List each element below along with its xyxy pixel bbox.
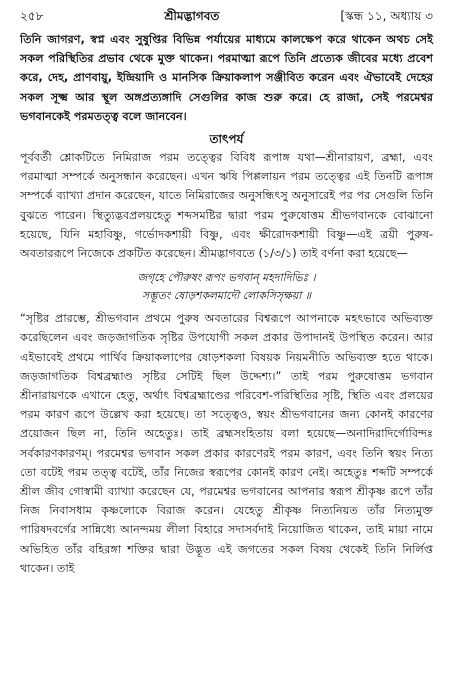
verse-line-1: জগৃহে পৌরুষং রূপং ভগবান্ মহদাদিভিঃ । <box>137 271 316 285</box>
sanskrit-verse <box>20 269 433 305</box>
purport-paragraph-2: “সৃষ্টির প্রারম্ভে, শ্রীভগবান প্রথমে পুরুষ অবতারের বিশ্বরূপে আপনাকে মহৎভাবে অভিব্যক্ত করেছিলেন এবং জড়জাগতিক সৃষ্টির উপযোগী সকল প্রকার উপাদানই উপস্থিত করেন। আর এইভাবেই প্রথমে পার্থিব ক্রিয়াকলাপের ষোড়শকলা বিষয়ক নিয়মনীতি অভিব্যক্ত হতে থাকে। জড়জাগতিক বিশ্বব্রহ্মাণ্ড সৃষ্টির সেটিই ছিল উদ্দেশ্য।” তাই পরম পুরুষোত্তম ভগবান শ্রীনারায়ণকে এখানে হেতু, অর্থাৎ বিশ্বব্রহ্মাণ্ডের পরিবেশ-পরিস্থিতির সৃষ্টি, স্থিতি এবং প্রলয়ের পরম কারণ রূপে উল্লেখ করা হয়েছে। তা সত্ত্বেও, স্বয়ং শ্রীভগবানের জন্য কোনই কারণের প্রয়োজন ছিল না, তিনি অহেতুঃ। তাই ব্রহ্মসংহিতায় বলা হয়েছে—অনাদিরাদির্গোবিন্দঃ সর্বকারণকারণম্। পরমেশ্বর ভগবান সকল প্রকার কারণেরই পরম কারণ, এবং তিনি স্বয়ং নিত্য তো বটেই পরম তত্ত্ব বটেই, তাঁর নিজের স্বরূপের কোনই কারণ নেই। অহেতুঃ শব্দটি সম্পর্কে শ্রীল জীব গোস্বামী ব্যাখ্যা করেছেন যে, পরমেশ্বর ভগবানের আপনার স্বরূপ শ্রীকৃষ্ণ রূপে তাঁর নিজ নিবাসধাম কৃষ্ণলোকে বিরাজ করেন। যেহেতু শ্রীকৃষ্ণ নিত্যনিয়ত তাঁর নিত্যমুক্ত পারিষদবর্গের সান্নিধ্যে আনন্দময় লীলা বিহারে সদাসর্বদাই নিয়োজিত থাকেন, তাই মায়া নামে অভিহিত তাঁর বহিরঙ্গা শক্তির দ্বারা উদ্ভূত এই জগতের সকল বিষয় থেকেই তিনি নির্লিপ্ত থাকেন। তাই <box>20 312 433 575</box>
book-title: শ্রীমদ্ভাগবত <box>164 9 220 23</box>
chapter-info: [স্কন্ধ ১১, অধ্যায় ৩ <box>340 9 433 23</box>
translation-text: তিনি জাগরণ, স্বপ্ন এবং সুষুপ্তির বিভিন্ন পর্যায়ের মাধ্যমে কালক্ষেপ করে থাকেন অথচ সেই সকল পরিস্থিতির প্রভাব থেকে মুক্ত থাকেন। পরমাত্মা রূপে তিনি প্রত্যেক জীবের মধ্যে প্রবেশ করে, দেহ, প্রাণবায়ু, ইন্দ্রিয়াদি ও মানসিক ক্রিয়াকলাপ সঞ্জীবিত করেন এবং ঐভাবেই দেহের সকল সূক্ষ্ম আর স্থূল অঙ্গপ্রত্যঙ্গাদি সেগুলির কাজ শুরু করে। হে রাজা, সেই পরমেশ্বর ভগবানকেই পরমতত্ত্ব বলে জানবেন। <box>20 33 433 123</box>
page-header <box>20 8 433 30</box>
page-number: ২৫৮ <box>20 9 44 23</box>
purport-heading: তাৎপর্য <box>209 132 244 147</box>
purport-paragraph-1: পূর্ববর্তী শ্লোকটিতে নিমিরাজ পরম তত্ত্বের বিবিধ রূপাঙ্গ যথা—শ্রীনারায়ণ, ব্রহ্মা, এবং পরমাত্মা সম্পর্কে অনুসন্ধান করেছেন। এখন ঋষি পিপ্পলায়ন পরম তত্ত্বের এই তিনটি রূপাঙ্গ সম্পর্কে ব্যাখ্যা প্রদান করেছেন, যাতে নিমিরাজের অনুসন্ধিৎসু অনুসারেই পর পর সেগুলি তিনি বুঝতে পারেন। স্থিত্যুদ্ভবপ্রলয়হেতু শব্দসমষ্টির দ্বারা পরম পুরুষোত্তম শ্রীভগবানকে বোঝানো হয়েছে, যিনি মহাবিষ্ণু, গর্ভোদকশায়ী বিষ্ণু, এবং ক্ষীরোদকশায়ী বিষ্ণু—এই ত্রয়ী পুরুষ-অবতাররূপে নিজেকে প্রকটিত করেছেন। শ্রীমদ্ভাগবতে (১/৩/১) তাই বর্ণনা করা হয়েছে— <box>20 151 433 261</box>
verse-line-2: সম্ভূতং ষোড়শকলমাদৌ লোকসিসৃক্ষয়া ॥ <box>142 289 311 303</box>
